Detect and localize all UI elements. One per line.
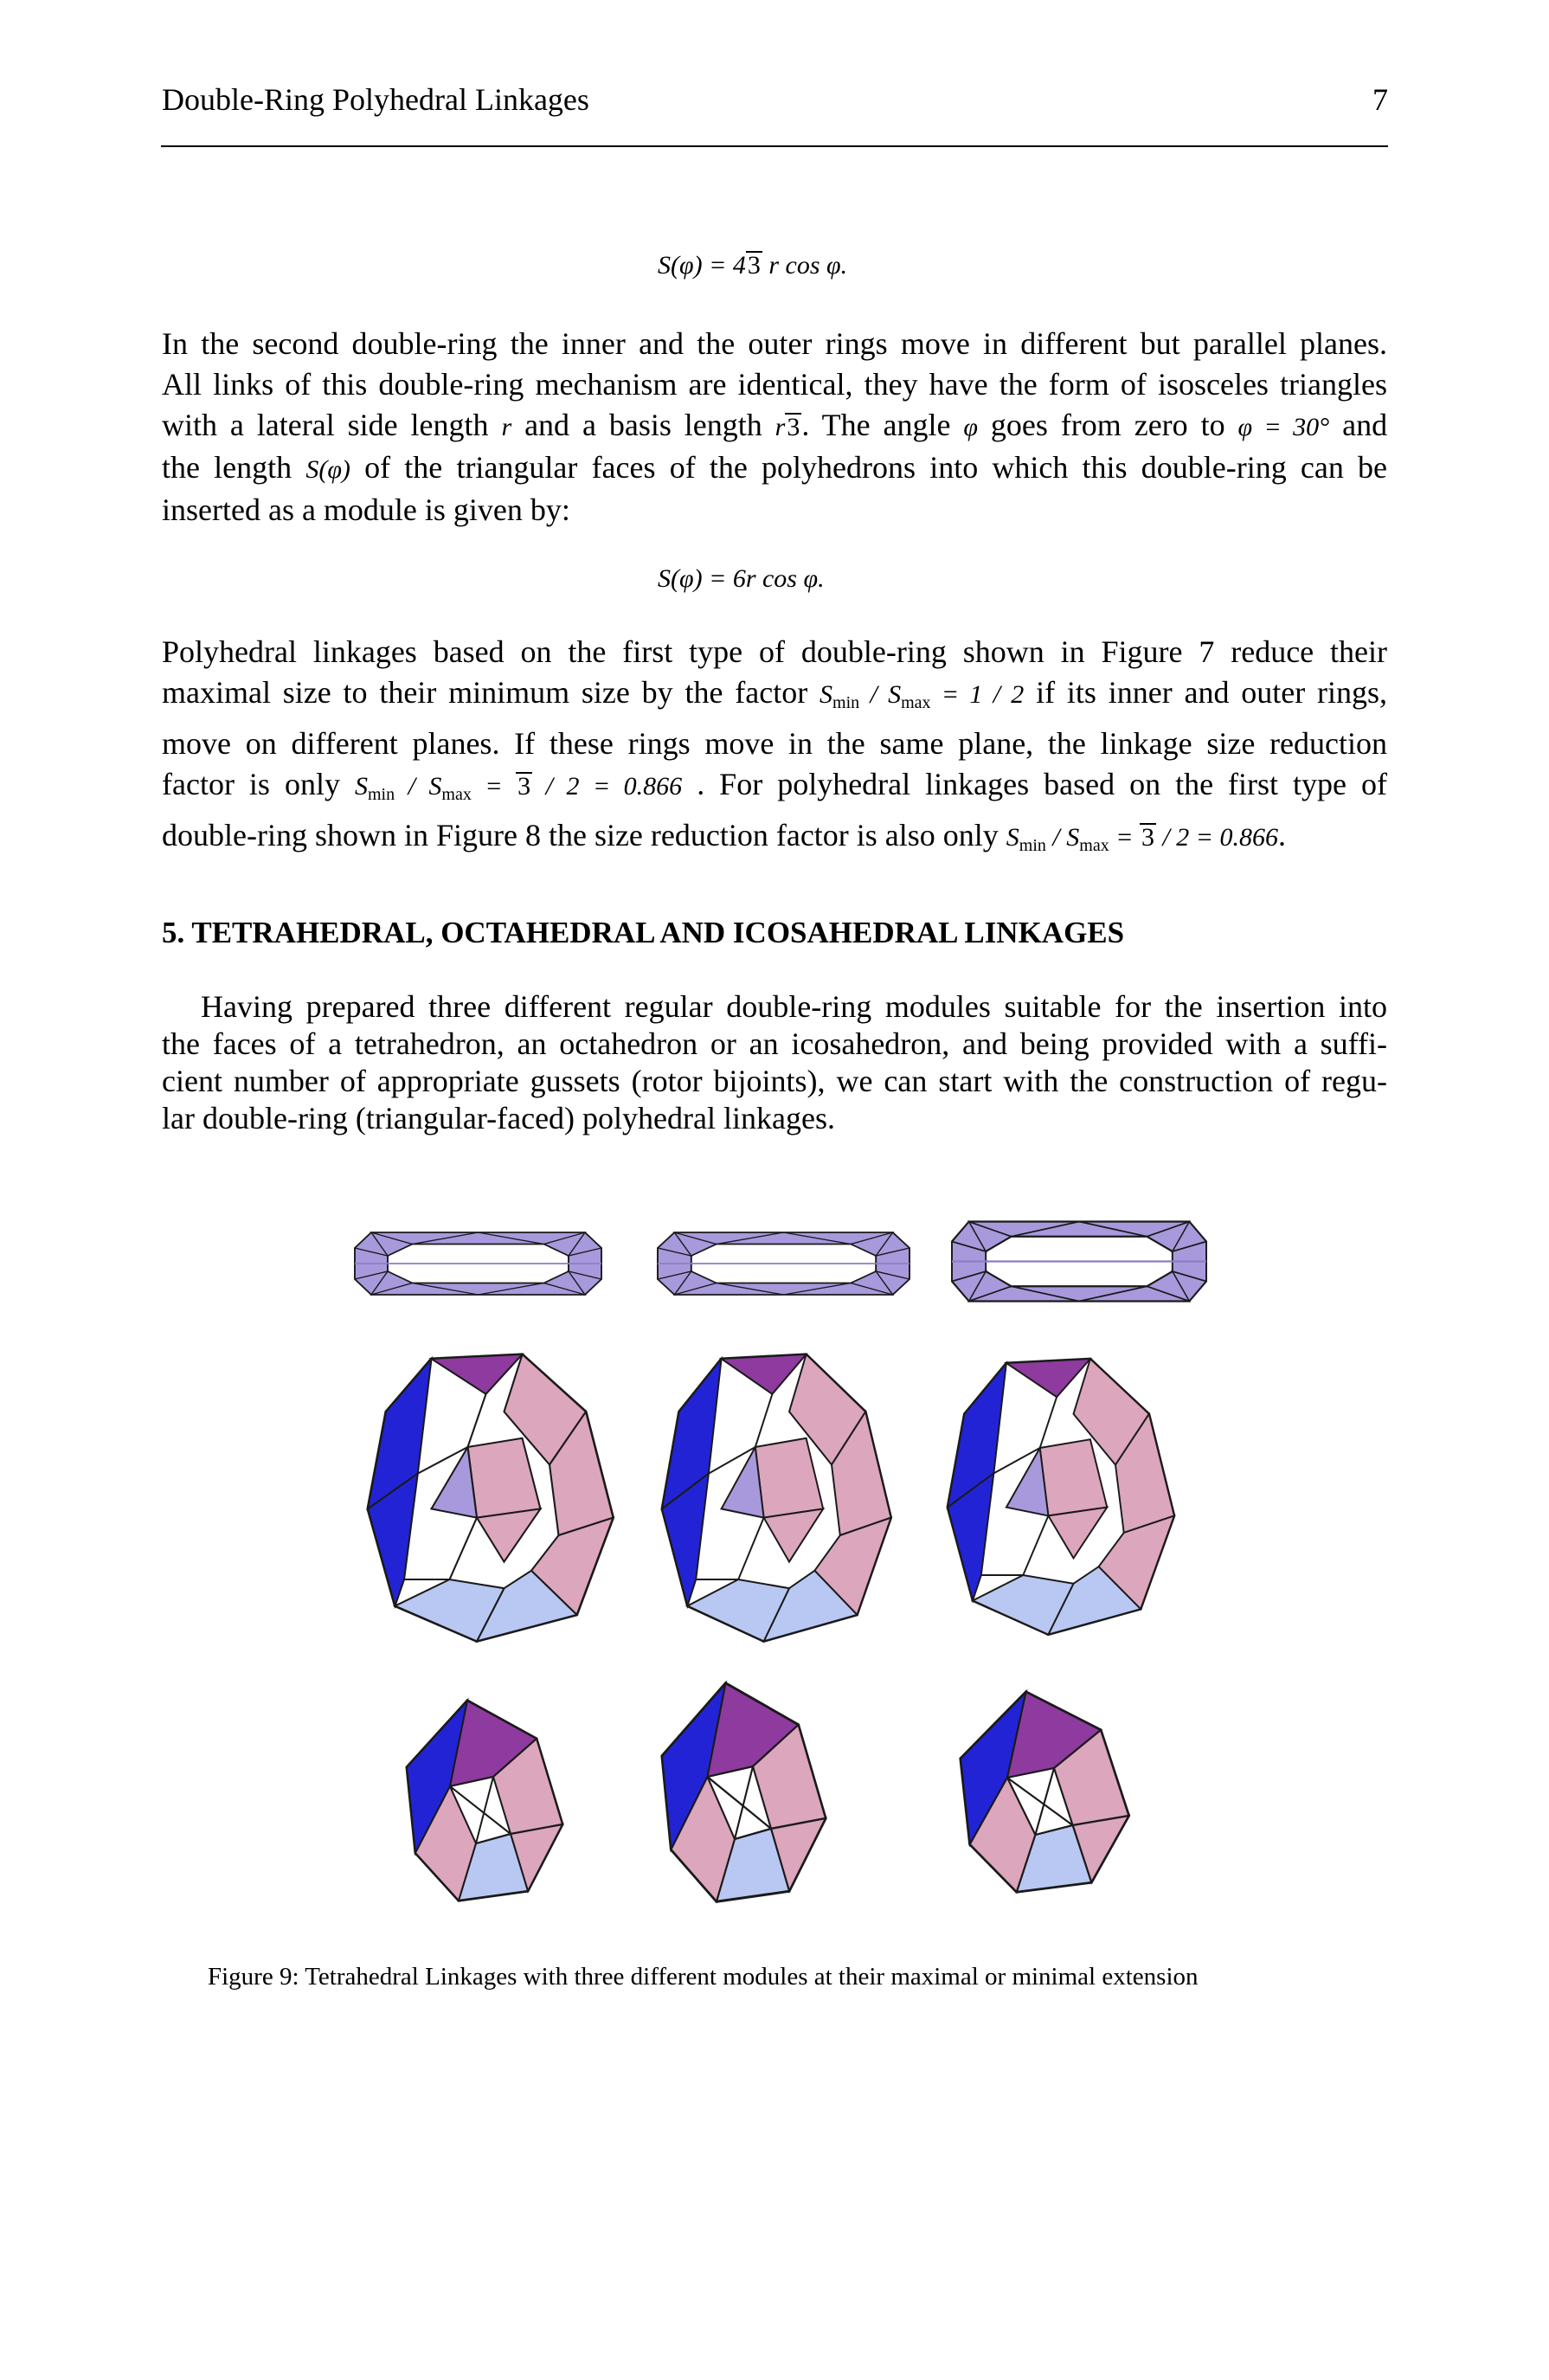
paragraph-size-reduction bbox=[162, 632, 1387, 866]
running-header: Double-Ring Polyhedral Linkages bbox=[162, 82, 589, 117]
p2-line-3: move on different planes. If these rings move in the same plane, the linkage size reduction bbox=[162, 726, 1387, 761]
s-line-1: Having prepared three different regular double-ring modules suitable for the insertion into bbox=[201, 989, 1387, 1024]
module-ring-1 bbox=[355, 1232, 601, 1295]
linkage-max-1 bbox=[368, 1354, 614, 1642]
linkage-min-1 bbox=[407, 1701, 562, 1901]
p1-line-4: the length S(φ) of the triangular faces of the polyhedrons into which this double-ring can be bbox=[162, 450, 1388, 485]
p2-line-2: maximal size to their minimum size by the factor $S_{min} / S_{max} = 1 / 2$ if its inner and outer rings, bbox=[162, 675, 1388, 712]
p1-line-5: inserted as a module is given by: bbox=[162, 492, 570, 527]
p1-line-1: In the second double-ring the inner and the outer rings move in different but parallel planes. bbox=[162, 326, 1387, 361]
p2-line-5: double-ring shown in Figure 8 the size reduction factor is also only $S_{min} / S_{max} = 3 / 2 = 0.866$. bbox=[162, 818, 1287, 855]
figure-caption: Figure 9: Tetrahedral Linkages with three different modules at their maximal or minimal extension bbox=[208, 1963, 1199, 1991]
page-number: 7 bbox=[1372, 82, 1388, 117]
module-ring-2 bbox=[658, 1232, 909, 1295]
linkage-max-3 bbox=[948, 1359, 1174, 1635]
s-line-4: lar double-ring (triangular-faced) polyhedral linkages. bbox=[162, 1101, 835, 1135]
equation-1: S(φ) = 43 r cos φ. bbox=[658, 251, 848, 280]
linkage-max-2 bbox=[662, 1354, 891, 1642]
p1-line-2: All links of this double-ring mechanism are identical, they have the form of isosceles triangles bbox=[162, 367, 1387, 402]
figure-9-illustration bbox=[329, 1194, 1220, 1921]
p1-line-3: with a lateral side length r and a basis length r3. The angle φ goes from zero to φ = 30° and bbox=[162, 408, 1388, 442]
linkage-min-3 bbox=[961, 1692, 1128, 1892]
paragraph-second-double-ring bbox=[162, 324, 1387, 531]
paragraph-section-intro bbox=[162, 988, 1387, 1137]
module-ring-3 bbox=[952, 1222, 1206, 1302]
section-heading: 5. TETRAHEDRAL, OCTAHEDRAL AND ICOSAHEDRAL LINKAGES bbox=[162, 916, 1125, 949]
figure-9 bbox=[329, 1194, 1220, 1921]
s-line-3: cient number of appropriate gussets (rotor bijoints), we can start with the construction of regu- bbox=[162, 1064, 1387, 1098]
p2-line-1: Polyhedral linkages based on the first type of double-ring shown in Figure 7 reduce their bbox=[162, 634, 1387, 669]
equation-2: S(φ) = 6r cos φ. bbox=[658, 564, 825, 593]
header-rule bbox=[161, 145, 1388, 147]
p2-line-4: factor is only $S_{min} / S_{max} = 3 / 2 = 0.866$ . For polyhedral linkages based on the first type of bbox=[162, 767, 1388, 804]
linkage-min-2 bbox=[662, 1683, 826, 1901]
s-line-2: the faces of a tetrahedron, an octahedron or an icosahedron, and being provided with a suffi- bbox=[162, 1026, 1387, 1061]
